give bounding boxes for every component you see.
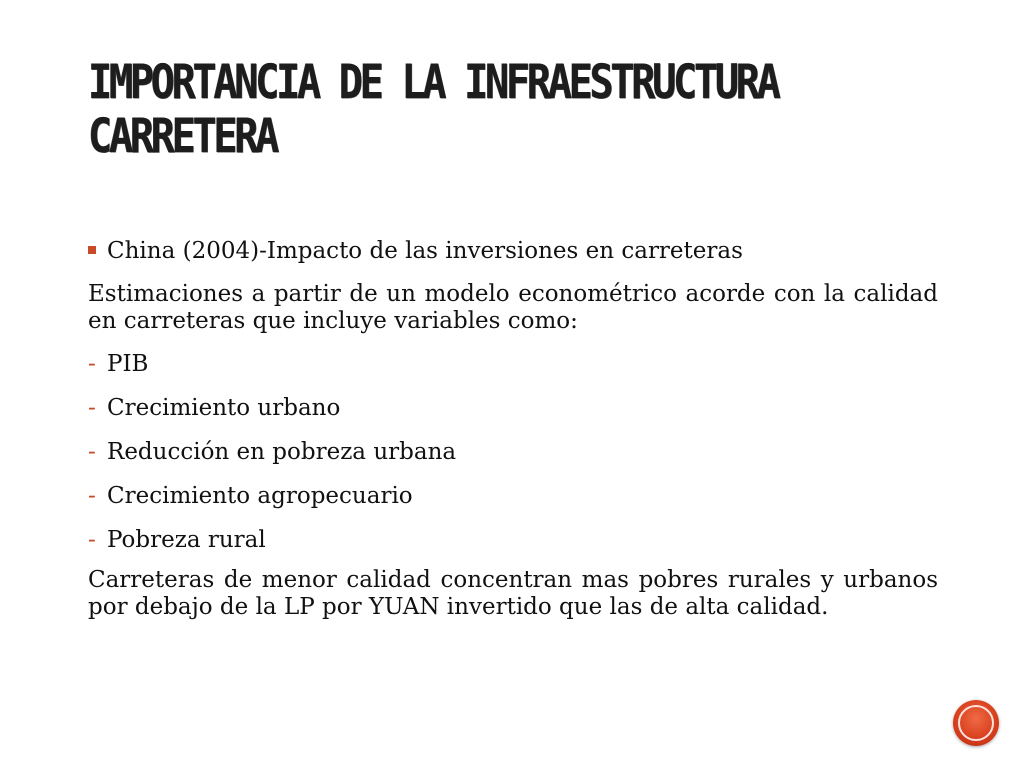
list-item [88, 395, 938, 422]
slide-title: IMPORTANCIA DE LA INFRAESTRUCTURA CARRETERA [88, 55, 778, 164]
intro-paragraph: Estimaciones a partir de un modelo econométrico acorde con la calidad en carreteras que incluye variables como: [88, 281, 938, 334]
dash-bullet: - [88, 351, 96, 377]
nav-ring [958, 705, 994, 741]
list-item [88, 483, 938, 510]
list-item [88, 439, 938, 466]
list-item-text: Crecimiento agropecuario [107, 483, 413, 509]
slide-content [88, 238, 938, 637]
square-bullet-icon [88, 246, 96, 254]
dash-bullet: - [88, 395, 96, 421]
bullet-item [88, 238, 938, 265]
dash-bullet: - [88, 439, 96, 465]
list-item-text: Pobreza rural [107, 527, 266, 553]
list-item-text: Reducción en pobreza urbana [107, 439, 457, 465]
circle-nav-icon[interactable] [953, 700, 999, 746]
conclusion-paragraph: Carreteras de menor calidad concentran mas pobres rurales y urbanos por debajo de la LP por YUAN invertido que las de alta calidad. [88, 567, 938, 620]
dash-bullet: - [88, 527, 96, 553]
list-item [88, 527, 938, 554]
list-item-text: PIB [107, 351, 149, 377]
list-item [88, 351, 938, 378]
bullet-text: China (2004)-Impacto de las inversiones en carreteras [107, 238, 743, 264]
list-item-text: Crecimiento urbano [107, 395, 341, 421]
dash-bullet: - [88, 483, 96, 509]
